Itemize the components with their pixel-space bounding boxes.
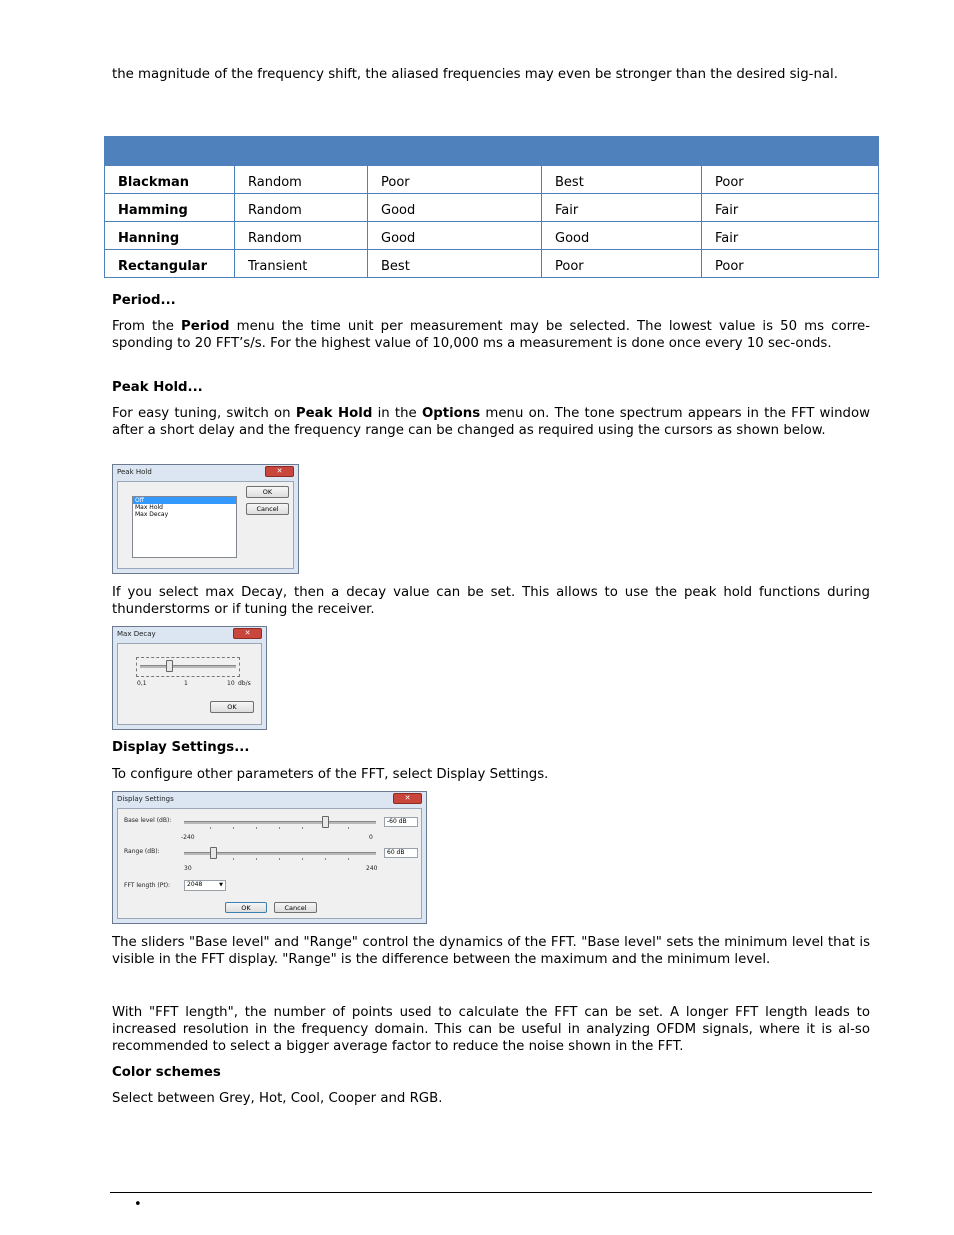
table-row: Hamming Random Good Fair Fair bbox=[105, 194, 879, 222]
sliders-paragraph: The sliders "Base level" and "Range" control the dynamics of the FFT. "Base level" sets the minimum level that is visible in the FFT display. "Range" is the difference between the maximum and the minimum level. bbox=[112, 935, 870, 967]
peak-hold-mode-list[interactable] bbox=[132, 496, 237, 558]
list-item[interactable]: Max Hold bbox=[135, 504, 163, 511]
cancel-button[interactable]: Cancel bbox=[246, 503, 289, 515]
fft-length-paragraph: With "FFT length", the number of points used to calculate the FFT can be set. A longer FFT length leads to increased resolution in the frequency domain. This can be useful in analyzing OFDM signals, where it is al-so recommended to select a bigger average factor to reduce the noise shown in the FFT. bbox=[112, 1005, 870, 1054]
table-row: Rectangular Transient Best Poor Poor bbox=[105, 250, 879, 278]
peak-hold-dialog bbox=[112, 464, 299, 574]
window-function-table bbox=[104, 136, 879, 278]
close-icon[interactable]: ✕ bbox=[393, 793, 422, 804]
close-icon[interactable]: ✕ bbox=[233, 628, 262, 639]
dialog-title: Display Settings bbox=[117, 795, 174, 803]
peak-hold-heading: Peak Hold... bbox=[112, 380, 203, 395]
ok-button[interactable]: OK bbox=[225, 902, 267, 913]
table-row: Hanning Random Good Good Fair bbox=[105, 222, 879, 250]
fft-length-label: FFT length (Pt): bbox=[124, 882, 171, 889]
base-level-slider-track[interactable] bbox=[184, 821, 376, 824]
peak-hold-paragraph: For easy tuning, switch on Peak Hold in the Options menu on. The tone spectrum appears in the FFT window after a short delay and the frequency range can be changed as required using the cursors as shown below. bbox=[112, 406, 871, 438]
display-settings-paragraph: To configure other parameters of the FFT, select Display Settings. bbox=[112, 767, 549, 782]
dialog-title: Max Decay bbox=[117, 630, 156, 638]
footer-divider bbox=[110, 1192, 872, 1193]
base-level-slider-thumb[interactable] bbox=[322, 816, 329, 828]
max-decay-paragraph: If you select max Decay, then a decay value can be set. This allows to use the peak hold functions during thunderstorms or if tuning the receiver. bbox=[112, 585, 870, 617]
decay-slider-thumb[interactable] bbox=[166, 660, 173, 672]
color-schemes-paragraph: Select between Grey, Hot, Cool, Cooper and RGB. bbox=[112, 1091, 443, 1106]
base-level-min-label: -240 bbox=[181, 834, 195, 841]
decay-max-label: 10 bbox=[227, 680, 235, 687]
decay-slider-track[interactable] bbox=[140, 665, 236, 668]
range-value: 60 dB bbox=[384, 848, 418, 858]
dialog-title: Peak Hold bbox=[117, 468, 152, 476]
decay-min-label: 0,1 bbox=[137, 680, 147, 687]
list-item[interactable]: Off bbox=[133, 497, 236, 504]
max-decay-dialog bbox=[112, 626, 267, 730]
ok-button[interactable]: OK bbox=[246, 486, 289, 498]
display-settings-dialog bbox=[112, 791, 427, 924]
decay-mid-label: 1 bbox=[184, 680, 188, 687]
base-level-label: Base level (dB): bbox=[124, 817, 172, 824]
close-icon[interactable]: ✕ bbox=[265, 466, 294, 477]
decay-unit-label: db/s bbox=[238, 680, 251, 687]
footer-bullet: • bbox=[134, 1197, 142, 1212]
display-settings-heading: Display Settings... bbox=[112, 740, 250, 755]
color-schemes-heading: Color schemes bbox=[112, 1065, 221, 1080]
range-slider-thumb[interactable] bbox=[210, 847, 217, 859]
ok-button[interactable]: OK bbox=[210, 701, 254, 713]
range-max-label: 240 bbox=[366, 865, 378, 872]
range-label: Range (dB): bbox=[124, 848, 160, 855]
range-min-label: 30 bbox=[184, 865, 192, 872]
base-level-value: -60 dB bbox=[384, 817, 418, 827]
base-level-max-label: 0 bbox=[369, 834, 373, 841]
intro-paragraph: the magnitude of the frequency shift, the aliased frequencies may even be stronger than the desired sig-nal. bbox=[112, 67, 838, 82]
table-header-row bbox=[105, 137, 879, 166]
chevron-down-icon: ▼ bbox=[219, 882, 223, 888]
period-heading: Period... bbox=[112, 293, 176, 308]
cancel-button[interactable]: Cancel bbox=[274, 902, 317, 913]
list-item[interactable]: Max Decay bbox=[135, 511, 169, 518]
fft-length-select[interactable]: 2048 ▼ bbox=[184, 880, 226, 891]
table-row: Blackman Random Poor Best Poor bbox=[105, 166, 879, 194]
period-paragraph: From the Period menu the time unit per measurement may be selected. The lowest value is 50 ms corre-sponding to 20 FFT’s/s. For the highest value of 10,000 ms a measurement is done once every 10 sec-onds. bbox=[112, 319, 871, 351]
